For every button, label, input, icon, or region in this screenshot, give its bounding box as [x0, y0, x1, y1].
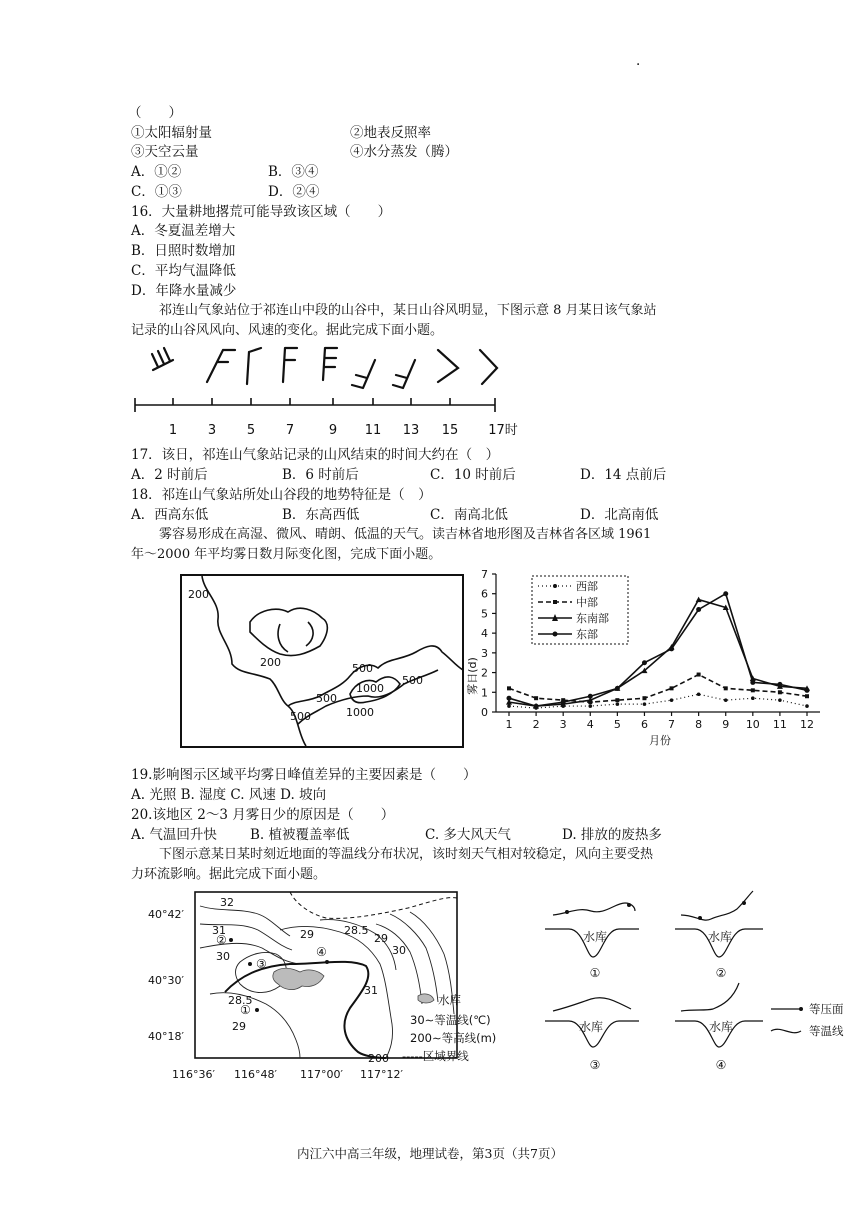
fog-point-s2-m7: [670, 686, 674, 690]
fog-point-s4-m7: [669, 646, 674, 651]
profile-diagrams: [535, 885, 860, 1080]
wind-barb-3: [207, 350, 235, 382]
fog-ytick-label: 1: [481, 686, 488, 700]
fog-point-s2-m9: [724, 686, 728, 690]
legend-boundary: -----区域界线: [402, 1049, 469, 1063]
fog-ytick-label: 3: [481, 646, 488, 660]
time-tick-15: 15: [441, 423, 459, 438]
q20-option-a: A. 气温回升快: [131, 827, 217, 843]
profile-3-num: ③: [589, 1058, 601, 1072]
fog-point-s1-m11: [778, 698, 782, 702]
fog-point-s2-m5: [615, 698, 619, 702]
fog-point-s2-m8: [697, 673, 701, 677]
fog-legend: [532, 576, 628, 644]
fog-ytick-label: 6: [481, 587, 488, 601]
lat-label-2: 40°30′: [148, 974, 184, 987]
lat-label-3: 40°18′: [148, 1030, 184, 1043]
iso-label-285b: 28.5: [228, 994, 253, 1007]
legend-central: 中部: [576, 596, 598, 609]
fog-point-s4-m3: [561, 700, 566, 705]
fog-ylabel: 雾日(d): [466, 657, 479, 695]
q17-option-d: D．14 点前后: [580, 467, 667, 483]
q18-option-b: B．东高西低: [282, 507, 360, 523]
wind-barb-5: [247, 348, 261, 384]
map-label-500c: 500: [402, 674, 423, 687]
q15-option-d: D．②④: [268, 184, 320, 200]
time-tick-1: 1: [168, 423, 178, 438]
fog-ytick-label: 0: [481, 706, 488, 719]
fog-point-s1-m7: [670, 698, 674, 702]
fog-ytick-label: 4: [481, 627, 488, 641]
legend-isotherm-label: 等温线: [809, 1024, 844, 1038]
fog-xtick-label: 10: [745, 718, 760, 731]
fog-point-s2-m2: [534, 696, 538, 700]
page-footer: 内江六中高三年级，地理试卷，第3页（共7页）: [297, 1146, 563, 1161]
q16-stem: 16．大量耕地撂荒可能导致该区域（ ）: [131, 204, 392, 220]
legend-west: 西部: [576, 580, 598, 593]
q15-opt2: ②地表反照率: [350, 125, 431, 141]
iso-label-31: 31: [212, 924, 226, 937]
map-label-1000a: 1000: [356, 682, 384, 695]
top-mark: ·: [636, 57, 641, 73]
q15-option-b: B．③④: [268, 164, 319, 180]
wind-barb-15: [438, 350, 458, 382]
legend-isotherm: 30∼等温线(℃): [410, 1013, 491, 1027]
wind-barb-17: [480, 350, 497, 384]
map-label-200a: 200: [188, 588, 209, 601]
q18-option-c: C．南高北低: [430, 507, 508, 523]
q15-bracket: （ ）: [128, 105, 182, 121]
q16-option-d: D．年降水量减少: [131, 283, 237, 299]
isotherm-map: [140, 884, 520, 1094]
profile-1-line: [553, 903, 635, 915]
profile-2-dot-b: [742, 901, 746, 905]
iso-label-29b: 29: [374, 932, 388, 945]
fog-ytick-label: 7: [481, 568, 488, 581]
profile-2-dot-a: [698, 916, 702, 920]
point-1-dot: [255, 1008, 259, 1012]
fog-point-s4-m1: [507, 696, 512, 701]
time-tick-13: 13: [402, 423, 420, 438]
time-tick-3: 3: [207, 423, 217, 438]
q18-option-a: A．西高东低: [131, 507, 209, 523]
q20-option-c: C. 多大风天气: [425, 827, 511, 843]
passage3-line1: 下图示意某日某时刻近地面的等温线分布状况，该时刻天气相对较稳定，风向主要受热: [159, 847, 654, 862]
fog-point-s1-m12: [805, 704, 809, 708]
q19-stem: 19.影响图示区域平均雾日峰值差异的主要因素是（ ）: [131, 767, 477, 783]
q15-opt3: ③天空云量: [131, 144, 199, 160]
fog-xtick-label: 4: [586, 718, 594, 731]
fog-xtick-label: 12: [800, 718, 814, 731]
time-tick-5: 5: [246, 423, 256, 438]
q17-option-c: C．10 时前后: [430, 467, 516, 483]
iso-label-31b: 31: [364, 984, 378, 997]
time-tick-9: 9: [328, 423, 338, 438]
fog-point-s4-m4: [588, 694, 593, 699]
jilin-terrain-map: [180, 574, 465, 749]
point-4: ④: [316, 945, 327, 959]
q20-option-d: D. 排放的废热多: [562, 827, 662, 843]
point-2-dot: [229, 938, 233, 942]
iso-label-200: 200: [368, 1052, 389, 1065]
fog-point-s1-m5: [616, 702, 620, 706]
wind-barb-figure: [125, 340, 525, 440]
q17-option-b: B．6 时前后: [282, 467, 359, 483]
q16-option-c: C．平均气温降低: [131, 263, 236, 279]
fog-xlabel: 月份: [649, 734, 671, 747]
fog-xtick-label: 2: [532, 718, 540, 731]
fog-point-s1-m9: [724, 698, 728, 702]
q15-option-a: A．①②: [131, 164, 182, 180]
wind-barb-11: [352, 360, 375, 388]
q16-option-b: B．日照时数增加: [131, 243, 236, 259]
legend-reservoir: 水库: [438, 993, 461, 1007]
passage1-line1: 祁连山气象站位于祁连山中段的山谷中，某日山谷风明显，下图示意 8 月某日该气象站: [159, 303, 657, 318]
legend-marker-east: [553, 632, 558, 637]
map-label-500a: 500: [316, 692, 337, 705]
map-label-200b: 200: [260, 656, 281, 669]
fog-point-s1-m8: [697, 692, 701, 696]
fog-point-s2-m6: [642, 696, 646, 700]
iso-label-29c: 29: [232, 1020, 246, 1033]
time-axis: [135, 398, 495, 412]
fog-series-line-1: [509, 694, 807, 708]
iso-label-30b: 30: [392, 944, 406, 957]
iso-label-32: 32: [220, 896, 234, 909]
fog-point-s2-m12: [805, 694, 809, 698]
legend-isotherm-line: [771, 1029, 801, 1032]
legend-southeast: 东南部: [576, 612, 609, 625]
fog-point-s4-m12: [805, 688, 810, 693]
profile-2-num: ②: [715, 966, 727, 980]
iso-label-285: 28.5: [344, 924, 369, 937]
q20-option-b: B. 植被覆盖率低: [250, 827, 350, 843]
fog-point-s4-m5: [615, 686, 620, 691]
wind-barb-7: [283, 348, 297, 382]
q15-opt4: ④水分蒸发（腾）: [350, 144, 458, 160]
fog-point-s1-m1: [507, 704, 511, 708]
fog-point-s4-m2: [534, 704, 539, 709]
lon-label-2: 116°48′: [234, 1068, 277, 1081]
passage2-line1: 雾容易形成在高湿、微风、晴朗、低温的天气。读吉林省地形图及吉林省各区域 1961: [159, 527, 652, 542]
profile-1-reservoir: 水库: [582, 930, 608, 944]
fog-xtick-label: 5: [613, 718, 621, 731]
wind-barb-9: [323, 348, 337, 380]
fog-xtick-label: 1: [505, 718, 513, 731]
fog-xtick-label: 3: [559, 718, 567, 731]
iso-label-29: 29: [300, 928, 314, 941]
fog-point-s4-m11: [777, 682, 782, 687]
fog-xtick-label: 7: [668, 718, 676, 731]
fog-point-s2-m10: [751, 688, 755, 692]
q18-stem: 18．祁连山气象站所处山谷段的地势特征是（ ）: [131, 487, 432, 503]
map-label-500d: 500: [290, 710, 311, 723]
time-tick-17: 17时: [488, 423, 518, 438]
fog-point-s1-m6: [643, 702, 647, 706]
passage2-line2: 年～2000 年平均雾日数月际变化图，完成下面小题。: [131, 547, 442, 562]
passage3-line2: 力环流影响。据此完成下面小题。: [131, 867, 327, 882]
profile-2-line: [681, 891, 753, 920]
legend-contour: 200∼等高线(m): [410, 1031, 497, 1045]
fog-series-line-2: [509, 675, 807, 703]
fog-ytick-label: 5: [481, 607, 488, 621]
profile-2-reservoir: 水库: [707, 930, 733, 944]
fog-point-s4-m8: [696, 607, 701, 612]
wind-barb-1: [152, 348, 173, 370]
map-label-500b: 500: [352, 662, 373, 675]
fog-days-chart: [462, 566, 832, 748]
fog-xtick-label: 11: [772, 718, 787, 731]
legend-pressure-dot: [799, 1007, 803, 1011]
iso-label-30: 30: [216, 950, 230, 963]
profile-1-num: ①: [589, 966, 601, 980]
legend-marker-central: [553, 600, 557, 604]
q16-option-a: A．冬夏温差增大: [131, 223, 236, 239]
q20-stem: 20.该地区 2～3 月雾日少的原因是（ ）: [131, 807, 395, 823]
point-2: ②: [216, 933, 227, 947]
fog-point-s2-m1: [507, 686, 511, 690]
fog-point-s4-m10: [750, 680, 755, 685]
fog-xtick-label: 9: [722, 718, 730, 731]
q15-option-c: C．①③: [131, 184, 182, 200]
q17-option-a: A．2 时前后: [131, 467, 208, 483]
passage1-line2: 记录的山谷风风向、风速的变化。据此完成下面小题。: [131, 323, 444, 338]
time-tick-7: 7: [285, 423, 295, 438]
fog-point-s1-m10: [751, 696, 755, 700]
point-4-dot: [325, 960, 329, 964]
point-3-dot: [248, 962, 252, 966]
legend-marker-west: [553, 584, 557, 588]
fog-ytick-label: 2: [481, 666, 488, 680]
time-tick-11: 11: [364, 423, 382, 438]
lon-label-3: 117°00′: [300, 1068, 343, 1081]
fog-point-s1-m4: [588, 704, 592, 708]
lon-label-4: 117°12′: [360, 1068, 403, 1081]
lat-label-1: 40°42′: [148, 908, 184, 921]
fog-xtick-label: 8: [695, 718, 703, 731]
profile-3-line: [553, 998, 631, 1011]
profile-4-reservoir: 水库: [708, 1020, 734, 1034]
point-1: ①: [240, 1003, 251, 1017]
fog-xtick-label: 6: [640, 718, 648, 731]
fog-point-s4-m6: [642, 660, 647, 665]
lon-label-1: 116°36′: [172, 1068, 215, 1081]
q19-options: A. 光照 B. 湿度 C. 风速 D. 坡向: [131, 787, 327, 803]
fog-point-s2-m11: [778, 690, 782, 694]
q17-stem: 17．该日，祁连山气象站记录的山风结束的时间大约在（ ）: [131, 447, 500, 463]
profile-4-num: ④: [715, 1058, 727, 1072]
q15-opt1: ①太阳辐射量: [131, 125, 212, 141]
legend-east: 东部: [576, 628, 598, 641]
profile-1-dot-b: [627, 903, 631, 907]
profile-3-reservoir: 水库: [578, 1020, 604, 1034]
wind-barb-13: [393, 360, 415, 388]
fog-point-s4-m9: [723, 591, 728, 596]
map-label-1000b: 1000: [346, 706, 374, 719]
q18-option-d: D．北高南低: [580, 507, 659, 523]
fog-point-s3-m8: [696, 597, 702, 603]
point-3: ③: [256, 957, 267, 971]
profile-1-dot-a: [565, 910, 569, 914]
legend-pressure-label: 等压面: [809, 1002, 844, 1016]
wind-barbs: [152, 348, 497, 388]
profile-4-line: [681, 983, 739, 1011]
